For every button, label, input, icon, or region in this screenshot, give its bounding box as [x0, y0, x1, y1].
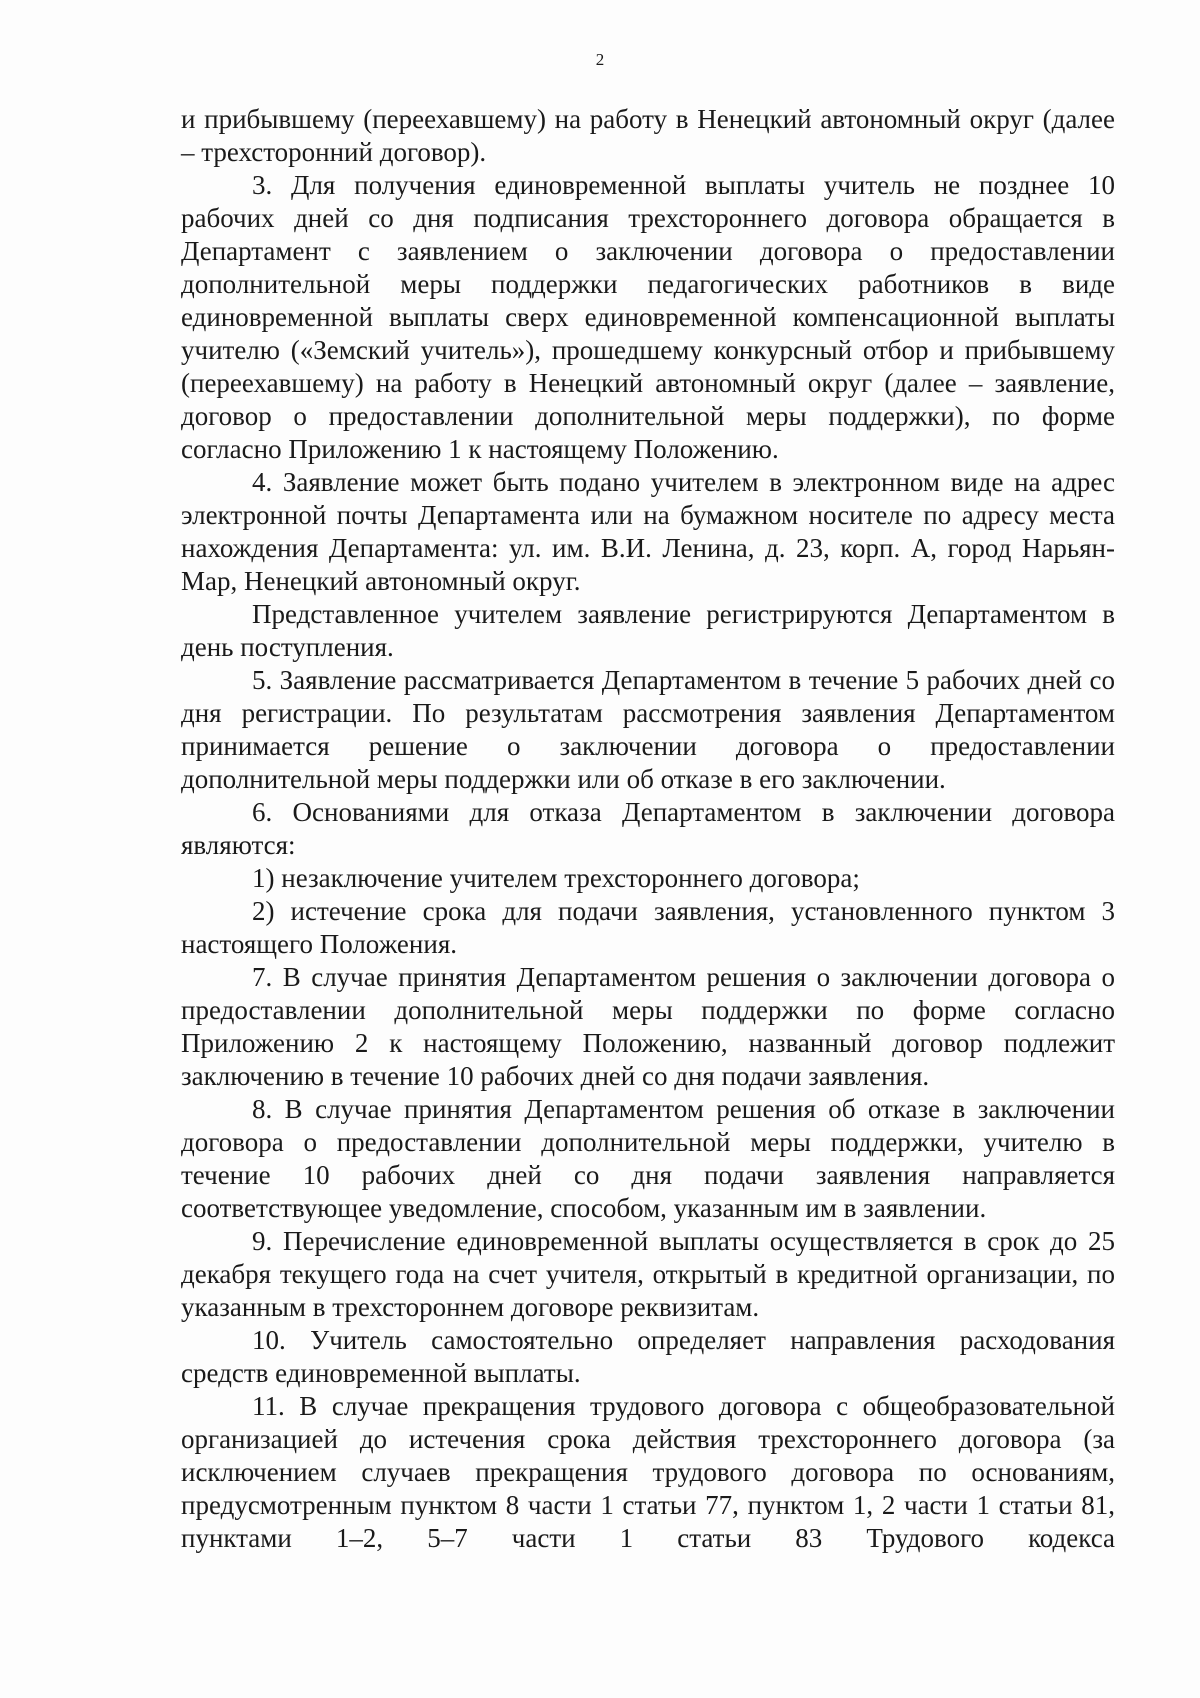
- paragraph: 6. Основаниями для отказа Департаментом в заключении договора являются:: [181, 797, 1115, 860]
- document-body: [181, 103, 1115, 1555]
- paragraph: 1) незаключение учителем трехстороннего договора;: [252, 863, 860, 893]
- paragraph: 4. Заявление может быть подано учителем в электронном виде на адрес электронной почты Департамента или на бумажном носителе по адресу места нахождения Департамента: ул. им. В.И. Ленина, д. 23, корп. А, город Нарьян-Мар, Ненецкий автономный округ.: [181, 467, 1115, 596]
- paragraph: 8. В случае принятия Департаментом решения об отказе в заключении договора о предоставлении дополнительной меры поддержки, учителю в течение 10 рабочих дней со дня подачи заявления направляется соответствующее уведомление, способом, указанным им в заявлении.: [181, 1094, 1115, 1223]
- page-number: 2: [595, 50, 605, 69]
- paragraph: 9. Перечисление единовременной выплаты осуществляется в срок до 25 декабря текущего года на счет учителя, открытый в кредитной организации, по указанным в трехстороннем договоре реквизитам.: [181, 1226, 1115, 1322]
- paragraph: 10. Учитель самостоятельно определяет направления расходования средств единовременной выплаты.: [181, 1325, 1115, 1388]
- paragraph: 3. Для получения единовременной выплаты учитель не позднее 10 рабочих дней со дня подписания трехстороннего договора обращается в Департамент с заявлением о заключении договора о предоставлении дополнительной меры поддержки педагогических работников в виде единовременной выплаты сверх единовременной компенсационной выплаты учителю («Земский учитель»), прошедшему конкурсный отбор и прибывшему (переехавшему) на работу в Ненецкий автономный округ (далее – заявление, договор о предоставлении дополнительной меры поддержки), по форме согласно Приложению 1 к настоящему Положению.: [181, 170, 1115, 464]
- paragraph: Представленное учителем заявление регистрируются Департаментом в день поступления.: [181, 599, 1115, 662]
- paragraph: 2) истечение срока для подачи заявления, установленного пунктом 3 настоящего Положения.: [181, 896, 1115, 959]
- paragraph: и прибывшему (переехавшему) на работу в Ненецкий автономный округ (далее – трехсторонний договор).: [181, 104, 1115, 167]
- paragraph: 7. В случае принятия Департаментом решения о заключении договора о предоставлении дополнительной меры поддержки по форме согласно Приложению 2 к настоящему Положению, названный договор подлежит заключению в течение 10 рабочих дней со дня подачи заявления.: [181, 962, 1115, 1091]
- paragraph: 11. В случае прекращения трудового договора с общеобразовательной организацией до истечения срока действия трехстороннего договора (за исключением случаев прекращения трудового договора по основаниям, предусмотренным пунктом 8 части 1 статьи 77, пунктом 1, 2 части 1 статьи 81, пунктами 1–2, 5–7 части 1 статьи 83 Трудового кодекса: [181, 1391, 1115, 1553]
- paragraph: 5. Заявление рассматривается Департаментом в течение 5 рабочих дней со дня регистрации. По результатам рассмотрения заявления Департаментом принимается решение о заключении договора о предоставлении дополнительной меры поддержки или об отказе в его заключении.: [181, 665, 1115, 794]
